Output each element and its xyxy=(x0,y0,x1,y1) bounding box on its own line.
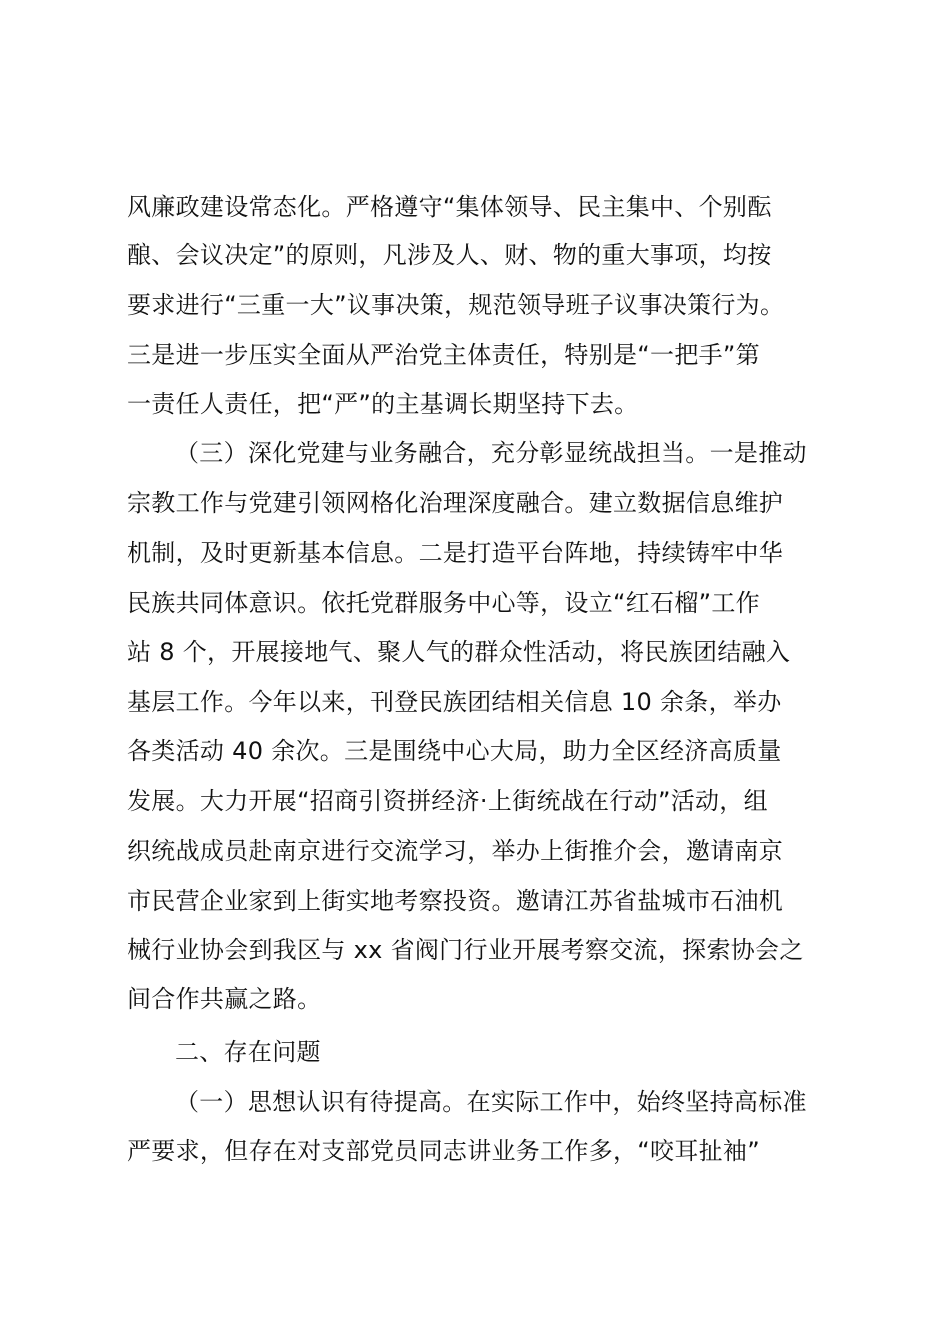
text-line: 酿、会议决定”的原则，凡涉及人、财、物的重大事项，均按 xyxy=(127,241,772,269)
text-line: 风廉政建设常态化。严格遵守“集体领导、民主集中、个别酝 xyxy=(127,193,772,221)
text-line: 发展。大力开展“招商引资拼经济·上街统战在行动”活动，组 xyxy=(127,787,768,815)
text-line: 三是进一步压实全面从严治党主体责任，特别是“一把手”第 xyxy=(127,341,760,369)
section-title: 二、存在问题 xyxy=(175,1038,321,1066)
text-line: 严要求，但存在对支部党员同志讲业务工作多，“咬耳扯袖” xyxy=(127,1137,760,1165)
text-line: 市民营企业家到上街实地考察投资。邀请江苏省盐城市石油机 xyxy=(127,887,784,915)
text-line: 基层工作。今年以来，刊登民族团结相关信息 10 余条，举办 xyxy=(127,688,782,716)
text-line: 间合作共赢之路。 xyxy=(127,985,322,1013)
text-line: 机制，及时更新基本信息。二是打造平台阵地，持续铸牢中华 xyxy=(127,539,784,567)
text-line: 民族共同体意识。依托党群服务中心等，设立“红石榴”工作 xyxy=(127,589,760,617)
text-line: 各类活动 40 余次。三是围绕中心大局，助力全区经济高质量 xyxy=(127,737,782,765)
text-line: 要求进行“三重一大”议事决策，规范领导班子议事决策行为。 xyxy=(127,291,785,319)
text-line: 织统战成员赴南京进行交流学习，举办上街推介会，邀请南京 xyxy=(127,837,784,865)
text-line: 站 8 个，开展接地气、聚人气的群众性活动，将民族团结融入 xyxy=(127,638,791,666)
text-line: 一责任人责任，把“严”的主基调长期坚持下去。 xyxy=(127,390,639,418)
text-line: 械行业协会到我区与 xx 省阀门行业开展考察交流，探索协会之 xyxy=(127,936,804,964)
text-line: 宗教工作与党建引领网格化治理深度融合。建立数据信息维护 xyxy=(127,489,784,517)
section-heading-line: （三）深化党建与业务融合，充分彰显统战担当。一是推动 xyxy=(175,439,807,467)
subsection-heading-line: （一）思想认识有待提高。在实际工作中，始终坚持高标准 xyxy=(175,1088,807,1116)
